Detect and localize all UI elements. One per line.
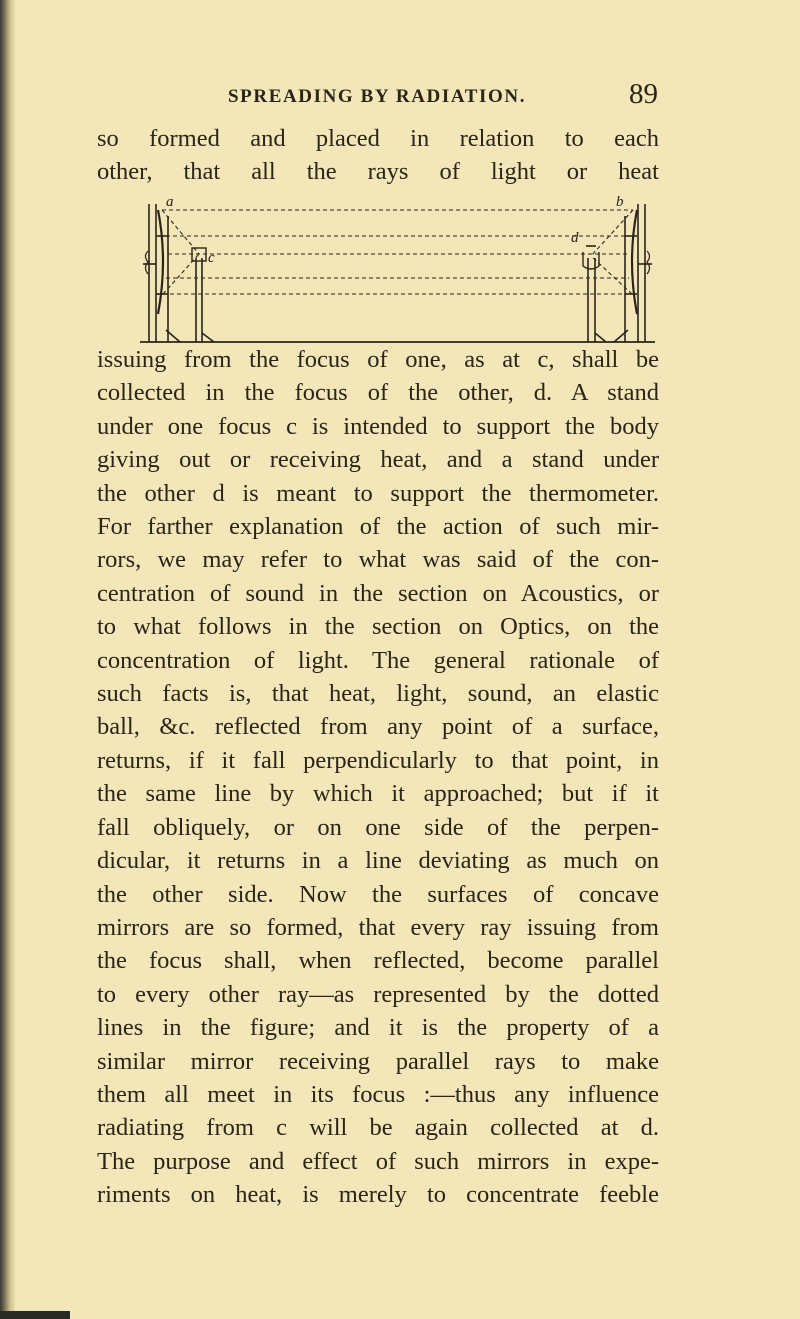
page-number: 89 (629, 78, 658, 110)
label-a: a (166, 196, 174, 210)
text-line: issuing from the focus of one, as at c, shall be (97, 346, 659, 373)
left-mirror (158, 210, 163, 314)
text-line: rors, we may refer to what was said of the con- (97, 546, 659, 574)
page-corner-shadow (0, 1311, 70, 1319)
text-line: the other d is meant to support the thermometer. (97, 479, 659, 507)
text-line: riments on heat, is merely to concentrate feeble (97, 1181, 659, 1209)
text-line: fall obliquely, or on one side of the perpen- (97, 813, 659, 841)
text-line: to every other ray—as represented by the dotted (97, 980, 659, 1008)
text-line: returns, if it fall perpendicularly to that point, in (97, 746, 659, 774)
page-edge-shadow (0, 0, 16, 1319)
text-line: For farther explanation of the action of such mir- (97, 513, 659, 541)
label-c: c (208, 250, 215, 266)
concave-mirrors-figure (140, 196, 655, 344)
label-d: d (571, 230, 579, 246)
text-line: the focus shall, when reflected, become parallel (97, 947, 659, 975)
thermometer-d (583, 252, 599, 269)
text-line: so formed and placed in relation to each (97, 125, 659, 152)
paragraph-main (97, 343, 659, 1212)
text-line: other, that all the rays of light or heat (97, 158, 659, 186)
text-line: dicular, it returns in a line deviating as much on (97, 847, 659, 875)
text-line: similar mirror receiving parallel rays to make (97, 1047, 659, 1075)
text-line: the same line by which it approached; but if it (97, 780, 659, 808)
text-line: The purpose and effect of such mirrors in expe- (97, 1147, 659, 1175)
text-line: radiating from c will be again collected at d. (97, 1114, 659, 1142)
text-line: lines in the figure; and it is the property of a (97, 1014, 659, 1042)
right-mirror (632, 210, 637, 314)
text-line: the other side. Now the surfaces of concave (97, 880, 659, 908)
text-line: under one focus c is intended to support the body (97, 412, 659, 440)
text-line: concentration of light. The general rationale of (97, 646, 659, 674)
page-header (228, 78, 658, 114)
text-line: giving out or receiving heat, and a stand under (97, 446, 659, 474)
label-b: b (616, 196, 624, 210)
text-line: collected in the focus of the other, d. A stand (97, 379, 659, 407)
text-line: such facts is, that heat, light, sound, an elastic (97, 680, 659, 708)
text-line: centration of sound in the section on Acoustics, or (97, 579, 659, 607)
text-line: them all meet in its focus :—thus any influence (97, 1080, 659, 1108)
paragraph-top (97, 122, 659, 189)
text-line: ball, &c. reflected from any point of a surface, (97, 713, 659, 741)
running-title: SPREADING BY RADIATION. (228, 86, 527, 107)
text-line: mirrors are so formed, that every ray issuing from (97, 913, 659, 941)
text-line: to what follows in the section on Optics, on the (97, 613, 659, 641)
